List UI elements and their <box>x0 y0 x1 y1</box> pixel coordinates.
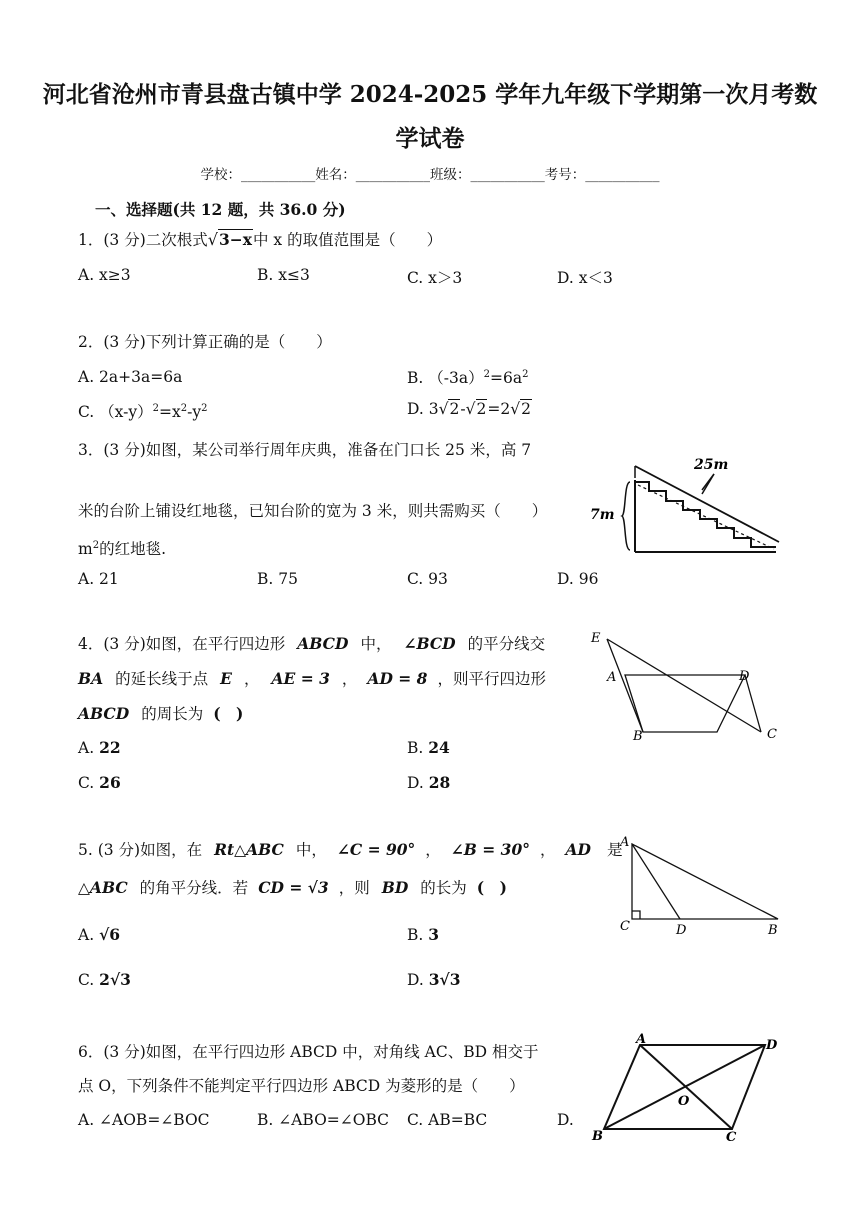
q5-option-d: D. 3√3 <box>407 970 461 989</box>
stair-diagonal-dashed <box>638 485 774 549</box>
q2-option-a: A. 2a+3a=6a <box>78 368 183 386</box>
stair-steps <box>635 482 776 547</box>
question-5-line2: △ABC 的角平分线．若 CD = √3 ，则 BD 的长为 ( ) <box>78 878 507 897</box>
label-e: E <box>591 631 601 646</box>
q4-option-a: A. 22 <box>78 738 121 757</box>
parallelogram-abcd <box>625 675 745 732</box>
question-3-line3: $m^2$的红地毯. <box>78 540 167 559</box>
label-o: O <box>678 1094 690 1109</box>
student-info-line: 学校：___________姓名：___________班级：___________考号：___________ <box>200 167 660 183</box>
q6-option-c: C. AB=BC <box>407 1111 488 1129</box>
label-d: D <box>766 1038 778 1053</box>
bisector-ad <box>632 844 680 919</box>
page-title: 河北省沧州市青县盘古镇中学 2024-2025 学年九年级下学期第一次月考数 <box>42 81 818 108</box>
q6-option-a: A. ∠AOB=∠BOC <box>78 1111 210 1129</box>
label-a: A <box>607 670 617 685</box>
length-pointer-2 <box>702 474 714 494</box>
label-c: C <box>620 919 630 934</box>
label-c: C <box>767 727 777 742</box>
question-3-line1: 3．(3 分)如图，某公司举行周年庆典，准备在门口长 25 米，高 7 <box>78 441 532 459</box>
q5-option-a: A. √6 <box>78 925 121 944</box>
q3-option-b: B. 75 <box>257 570 298 588</box>
page-title-line2: 学试卷 <box>395 125 465 152</box>
line-eb <box>607 639 643 732</box>
q4-option-d: D. 28 <box>407 773 451 792</box>
q2-option-d: D. 3√2-√2=2√2 <box>407 400 531 418</box>
triangle-abc <box>632 844 778 919</box>
label-d: D <box>676 923 687 938</box>
q4-option-c: C. 26 <box>78 773 121 792</box>
right-angle-mark <box>632 911 640 919</box>
line-ec <box>607 639 761 732</box>
parallelogram-e-figure <box>585 626 785 746</box>
q1-radicand: 3−x <box>218 230 252 249</box>
diagonal-bd <box>604 1045 765 1129</box>
carpet-length-line <box>635 466 779 542</box>
q2-option-b: B. $(-3a)^2=6a^2$ <box>407 368 529 387</box>
parallelogram-diagonals-figure <box>590 1032 790 1147</box>
question-5-line1: 5. (3 分)如图，在 Rt△ABC 中， ∠C = 90° ， ∠B = 30° ， AD 是 <box>78 840 623 859</box>
length-label: 25m <box>694 457 729 473</box>
question-3-line2: 米的台阶上铺设红地毯，已知台阶的宽为 3 米，则共需购买（ ） <box>78 502 548 520</box>
q2-option-c: C. $(x-y)^2=x^2-y^2$ <box>78 402 208 421</box>
q4-option-b: B. 24 <box>407 738 450 757</box>
question-4-line1: 4．(3 分)如图，在平行四边形 ABCD 中， ∠BCD 的平分线交 <box>78 634 546 653</box>
question-2-stem: 2．(3 分)下列计算正确的是（ ） <box>78 333 332 351</box>
question-6-line2: 点 O，下列条件不能判定平行四边形 ABCD 为菱形的是（ ） <box>78 1077 525 1095</box>
right-triangle-figure <box>612 830 792 942</box>
question-4-line2: BA 的延长线于点 E ， AE = 3 ， AD = 8 ，则平行四边形 <box>78 669 546 688</box>
label-a: A <box>620 835 630 850</box>
section-heading: 一、选择题(共 12 题，共 36.0 分) <box>95 200 346 219</box>
q6-option-d: D. <box>557 1111 574 1129</box>
label-d: D <box>739 669 750 684</box>
question-4-line3: ABCD 的周长为 ( ) <box>78 704 244 723</box>
q1-option-c: C. x＞3 <box>407 269 463 287</box>
q1-option-d: D. x＜3 <box>557 269 613 287</box>
height-brace <box>622 482 630 550</box>
q3-option-a: A. 21 <box>78 570 119 588</box>
label-c: C <box>726 1130 737 1145</box>
stairs-figure <box>586 452 786 556</box>
question-1-stem: 1．(3 分)二次根式√3−x中 x 的取值范围是（ ） <box>78 230 443 249</box>
q1-option-b: B. x≤3 <box>257 266 310 284</box>
q5-option-b: B. 3 <box>407 925 440 944</box>
label-b: B <box>768 923 778 938</box>
label-b: B <box>633 729 643 744</box>
q6-option-b: B. ∠ABO=∠OBC <box>257 1111 390 1129</box>
height-label: 7m <box>590 507 615 523</box>
label-b: B <box>592 1129 603 1144</box>
q3-option-c: C. 93 <box>407 570 448 588</box>
q5-option-c: C. 2√3 <box>78 970 131 989</box>
label-a: A <box>636 1032 647 1047</box>
question-6-line1: 6．(3 分)如图，在平行四边形 ABCD 中，对角线 AC、BD 相交于 <box>78 1043 539 1061</box>
q3-option-d: D. 96 <box>557 570 599 588</box>
q1-option-a: A. x≥3 <box>78 266 131 284</box>
